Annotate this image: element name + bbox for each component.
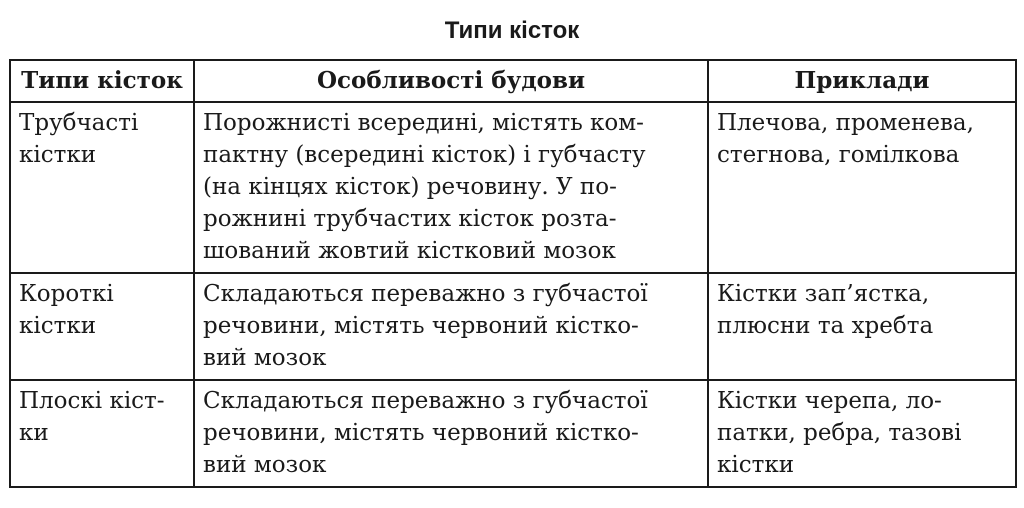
cell-line: шований жовтий кістковий мозок: [203, 238, 616, 264]
cell-features: [194, 273, 708, 380]
table-row-flat-bones: [10, 380, 1016, 487]
cell-line: Кістки зап’ястка,: [717, 281, 930, 307]
cell-line: Порожнисті всередині, містять ком-: [203, 110, 644, 136]
cell-examples: [708, 380, 1016, 487]
table-header-row: [10, 60, 1016, 102]
cell-line: вий мозок: [203, 452, 327, 478]
cell-examples: [708, 273, 1016, 380]
cell-line: Короткі: [19, 281, 114, 307]
cell-line: кістки: [717, 452, 795, 478]
cell-features: [194, 380, 708, 487]
header-structure-features: Особливості будови: [194, 60, 708, 102]
cell-bone-type: [10, 102, 194, 273]
bone-types-table: [9, 59, 1017, 488]
cell-line: Плоскі кіст-: [19, 388, 165, 414]
table-row-tubular-bones: [10, 102, 1016, 273]
cell-examples: [708, 102, 1016, 273]
page-title: Типи кісток: [444, 17, 580, 44]
header-bone-types: Типи кісток: [10, 60, 194, 102]
cell-line: стегнова, гомілкова: [717, 142, 960, 168]
cell-line: плюсни та хребта: [717, 313, 934, 339]
cell-line: кістки: [19, 313, 97, 339]
cell-line: рожнині трубчастих кісток розта-: [203, 206, 617, 232]
cell-line: Складаються переважно з губчастої: [203, 388, 648, 414]
cell-bone-type: [10, 380, 194, 487]
cell-features: [194, 102, 708, 273]
cell-line: Плечова, променева,: [717, 110, 974, 136]
cell-line: кістки: [19, 142, 97, 168]
cell-line: Трубчасті: [19, 110, 139, 136]
cell-line: Кістки черепа, ло-: [717, 388, 942, 414]
cell-line: речовини, містять червоний кістко-: [203, 313, 639, 339]
header-examples: Приклади: [708, 60, 1016, 102]
cell-line: ки: [19, 420, 49, 446]
cell-line: речовини, містять червоний кістко-: [203, 420, 639, 446]
table-row-short-bones: [10, 273, 1016, 380]
cell-line: вий мозок: [203, 345, 327, 371]
cell-line: пактну (всередині кісток) і губчасту: [203, 142, 646, 168]
cell-line: патки, ребра, тазові: [717, 420, 962, 446]
cell-line: (на кінцях кісток) речовину. У по-: [203, 174, 617, 200]
cell-bone-type: [10, 273, 194, 380]
cell-line: Складаються переважно з губчастої: [203, 281, 648, 307]
